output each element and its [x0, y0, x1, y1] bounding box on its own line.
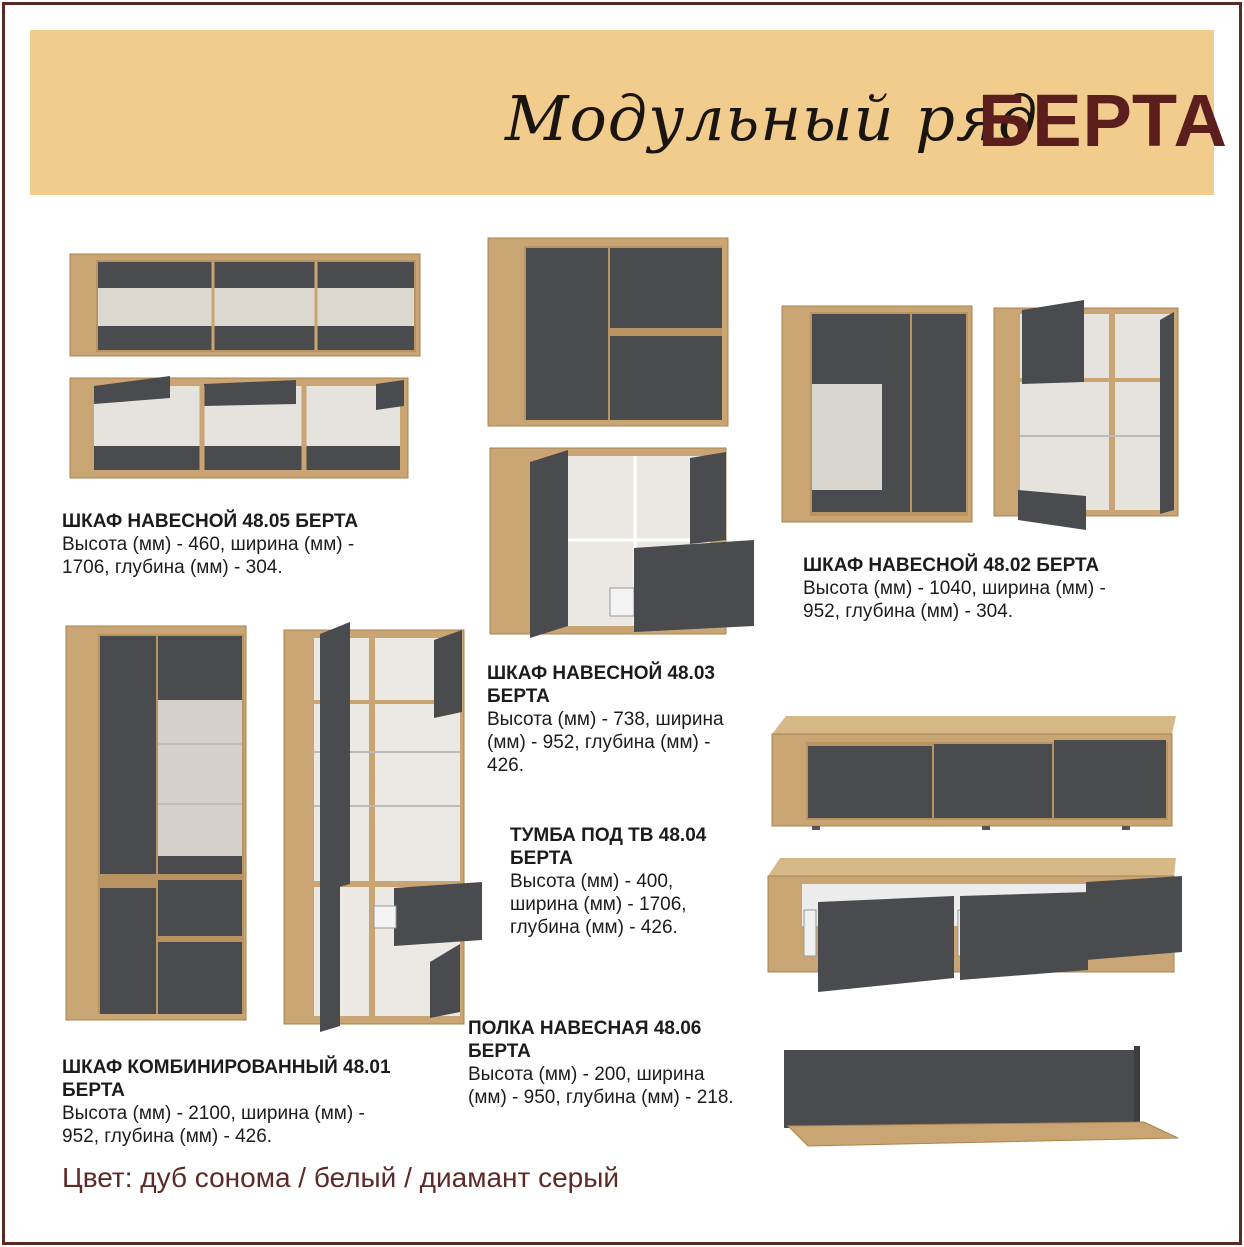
product-name-line: ШКАФ КОМБИНИРОВАННЫЙ 48.01: [62, 1057, 391, 1078]
brand-title: БЕРТА: [978, 79, 1228, 162]
product-48-03: [487, 662, 724, 777]
cabinet-48-01-closed-image: [66, 626, 250, 1022]
product-spec-line: 426.: [487, 755, 524, 776]
product-spec-line: 952, глубина (мм) - 304.: [803, 601, 1014, 622]
product-name-line: БЕРТА: [468, 1041, 531, 1062]
product-name: ШКАФ НАВЕСНОЙ 48.05 БЕРТА: [62, 511, 359, 532]
product-48-02: [803, 554, 1106, 623]
product-48-05: [62, 510, 358, 579]
cabinet-48-05-closed-image: [70, 254, 422, 358]
product-spec-line: Высота (мм) - 738, ширина: [487, 709, 724, 730]
tv-stand-48-04-open-image: [768, 858, 1186, 998]
cabinet-48-03-closed-image: [488, 238, 732, 428]
series-script-title: Модульный ряд: [505, 82, 1039, 155]
cabinet-48-02-open-image: [994, 300, 1184, 530]
product-spec-line: (мм) - 952, глубина (мм) -: [487, 732, 711, 753]
product-name: ШКАФ НАВЕСНОЙ 48.02 БЕРТА: [803, 555, 1100, 576]
product-48-01: [62, 1056, 391, 1148]
product-spec-line: Высота (мм) - 2100, ширина (мм) -: [62, 1103, 365, 1124]
product-spec-line: Высота (мм) - 400,: [510, 871, 674, 892]
tv-stand-48-04-closed-image: [772, 716, 1178, 832]
product-48-04: [510, 824, 706, 939]
product-name-line: БЕРТА: [62, 1080, 125, 1101]
product-name-line: ШКАФ НАВЕСНОЙ 48.03: [487, 663, 715, 684]
product-spec-line: 1706, глубина (мм) - 304.: [62, 557, 283, 578]
cabinet-48-05-open-image: [70, 376, 410, 480]
product-spec-line: ширина (мм) - 1706,: [510, 894, 687, 915]
product-spec-line: Высота (мм) - 200, ширина: [468, 1064, 705, 1085]
product-spec-line: (мм) - 950, глубина (мм) - 218.: [468, 1087, 734, 1108]
product-name-line: БЕРТА: [487, 686, 550, 707]
cabinet-48-02-closed-image: [782, 306, 974, 524]
cabinet-48-03-open-image: [490, 448, 760, 640]
product-name-line: ТУМБА ПОД ТВ 48.04: [510, 825, 707, 846]
product-48-06: [468, 1017, 734, 1109]
product-name-line: ПОЛКА НАВЕСНАЯ 48.06: [468, 1018, 702, 1039]
product-name-line: БЕРТА: [510, 848, 573, 869]
product-spec-line: Высота (мм) - 1040, ширина (мм) -: [803, 578, 1106, 599]
product-spec-line: глубина (мм) - 426.: [510, 917, 678, 938]
product-spec-line: 952, глубина (мм) - 426.: [62, 1126, 273, 1147]
cabinet-48-01-open-image: [284, 622, 484, 1032]
color-options: Цвет: дуб сонома / белый / диамант серый: [62, 1162, 620, 1193]
shelf-48-06-image: [784, 1046, 1180, 1150]
product-spec-line: Высота (мм) - 460, ширина (мм) -: [62, 534, 355, 555]
